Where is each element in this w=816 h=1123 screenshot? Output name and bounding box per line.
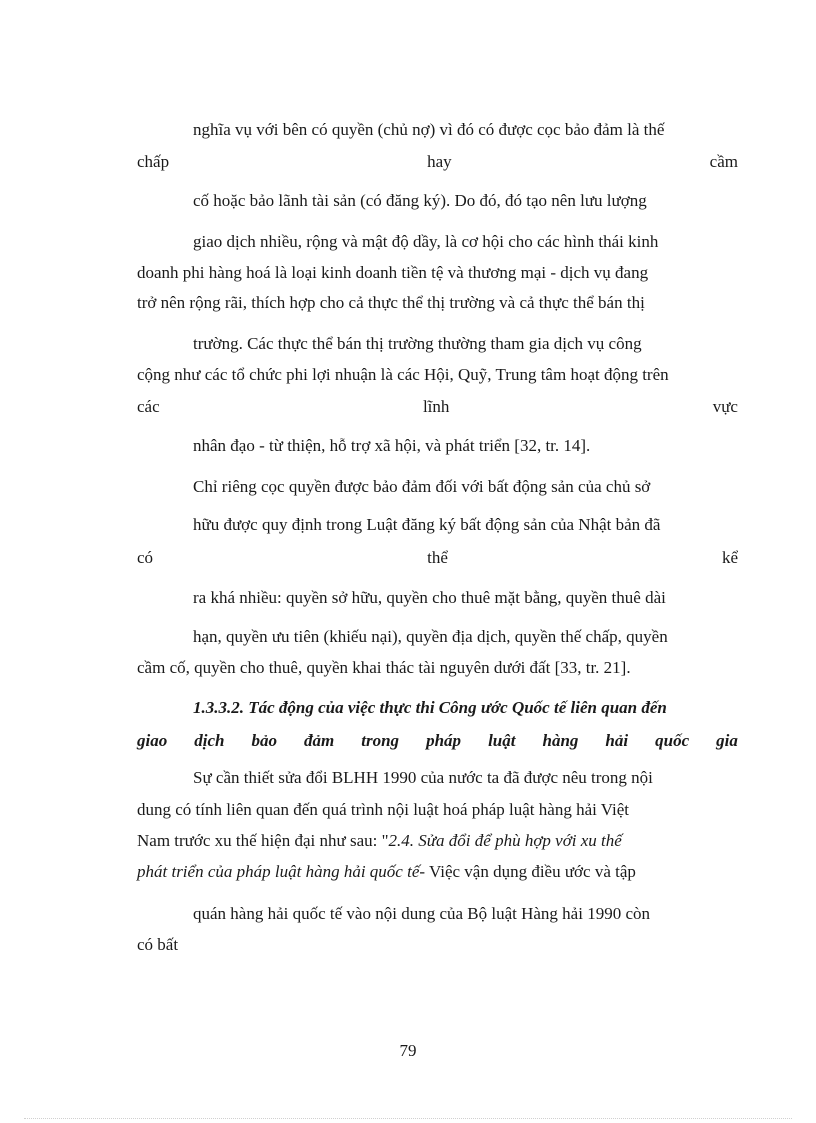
text-line: ra khá nhiều: quyền sở hữu, quyền cho thuê mặt bằng, quyền thuê dài <box>193 588 666 607</box>
text-line <box>137 861 636 883</box>
heading-word: hải <box>605 731 629 750</box>
text-line: cầm cố, quyền cho thuê, quyền khai thác tài nguyên dưới đất [33, tr. 21]. <box>137 658 631 677</box>
heading-word: gia <box>716 731 738 750</box>
heading-word: giao <box>137 731 168 750</box>
justified-line <box>137 547 738 569</box>
text-line: dung có tính liên quan đến quá trình nội luật hoá pháp luật hàng hải Việt <box>137 800 630 819</box>
text-line: có bất <box>137 935 179 954</box>
text-line: quán hàng hải quốc tế vào nội dung của Bộ luật Hàng hải 1990 còn <box>193 904 650 923</box>
quoted-italic-text: 2.4. Sửa đổi để phù hợp với xu thế <box>388 831 622 850</box>
text-line: hạn, quyền ưu tiên (khiếu nại), quyền địa dịch, quyền thế chấp, quyền <box>193 627 668 646</box>
text-line: cộng như các tổ chức phi lợi nhuận là các Hội, Quỹ, Trung tâm hoạt động trên <box>137 365 669 384</box>
section-heading: 1.3.3.2. Tác động của việc thực thi Công ước Quốc tế liên quan đến <box>193 698 667 717</box>
word: kể <box>721 548 738 567</box>
word: cầm <box>709 152 738 171</box>
word: hay <box>427 152 452 171</box>
page-number: 79 <box>399 1041 417 1060</box>
heading-word: trong <box>361 731 400 750</box>
word: vực <box>712 397 738 416</box>
justified-line <box>137 151 738 173</box>
text-line: giao dịch nhiều, rộng và mật độ dầy, là cơ hội cho các hình thái kinh <box>193 232 659 251</box>
word: lĩnh <box>422 397 450 416</box>
footer-divider <box>24 1118 792 1119</box>
text-line: hữu được quy định trong Luật đăng ký bất động sản của Nhật bản đã <box>193 515 661 534</box>
heading-word: đảm <box>304 731 335 750</box>
word: thể <box>427 548 448 567</box>
quoted-italic-text: phát triển của pháp luật hàng hải quốc tế <box>137 862 420 881</box>
text-line: doanh phi hàng hoá là loại kinh doanh tiền tệ và thương mại - dịch vụ đang <box>137 263 649 282</box>
justified-line <box>137 396 738 418</box>
section-heading-continued <box>137 730 738 752</box>
heading-word: quốc <box>655 731 690 750</box>
text-line: nghĩa vụ với bên có quyền (chủ nợ) vì đó có được cọc bảo đảm là thế <box>193 120 665 139</box>
word: có <box>137 548 154 567</box>
heading-word: luật <box>488 731 516 750</box>
text-line: nhân đạo - từ thiện, hỗ trợ xã hội, và phát triển [32, tr. 14]. <box>193 436 591 455</box>
text-line: cố hoặc bảo lãnh tài sản (có đăng ký). Do đó, đó tạo nên lưu lượng <box>193 191 647 210</box>
text-line: Chỉ riêng cọc quyền được bảo đảm đối với bất động sản của chủ sở <box>193 477 651 496</box>
heading-word: pháp <box>426 731 462 750</box>
text-run: - Việc vận dụng điều ước và tập <box>419 862 636 881</box>
text-line: trở nên rộng rãi, thích hợp cho cả thực thể thị trường và cả thực thể bán thị <box>137 293 645 312</box>
text-line: trường. Các thực thể bán thị trường thường tham gia dịch vụ công <box>193 334 642 353</box>
word: các <box>137 397 160 416</box>
word: chấp <box>137 152 170 171</box>
heading-word: hàng <box>542 731 579 750</box>
heading-word: dịch <box>194 731 225 750</box>
heading-word: bảo <box>251 731 277 750</box>
text-line: Sự cần thiết sửa đổi BLHH 1990 của nước ta đã được nêu trong nội <box>193 768 653 787</box>
text-run: Nam trước xu thế hiện đại như sau: " <box>137 831 389 850</box>
text-line <box>137 830 622 852</box>
